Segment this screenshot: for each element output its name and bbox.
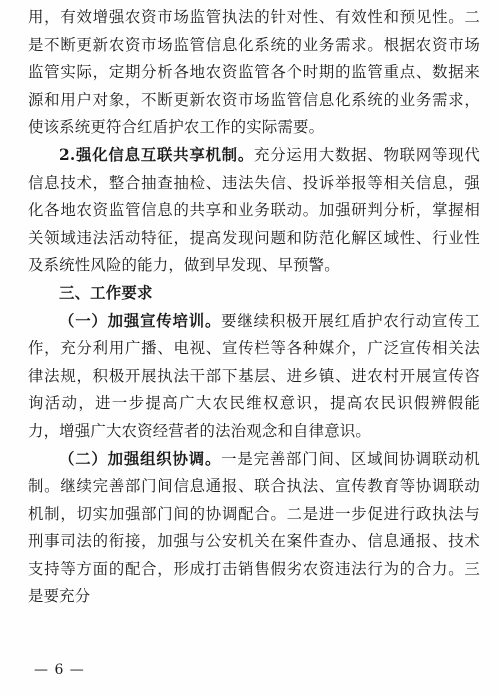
paragraph-publicity-training xyxy=(28,308,480,446)
paragraph-lead: （二）加强组织协调。 xyxy=(59,449,222,468)
paragraph-coordination xyxy=(28,446,480,612)
heading-text: 三、工作要求 xyxy=(59,283,153,302)
page-number: — 6 — xyxy=(34,662,85,678)
paragraph-text: 一是完善部门间、区域间协调联动机制。继续完善部门间信息通报、联合执法、宣传教育等协调联动机制，切实加强部门间的协调配合。二是进一步促进行政执法与刑事司法的衔接，加强与公安机关在案件查办、信息通报、技术支持等方面的配合，形成打击销售假劣农资违法行为的合力。三是要充分 xyxy=(28,449,480,606)
paragraph-lead: （一）加强宣传培训。 xyxy=(59,311,222,330)
paragraph-continuation xyxy=(28,4,480,142)
document-body xyxy=(28,4,480,611)
paragraph-text: 要继续积极开展红盾护农行动宣传工作，充分利用广播、电视、宣传栏等各种媒介，广泛宣传相关法律法规，积极开展执法干部下基层、进乡镇、进农村开展宣传咨询活动，进一步提高广大农民维权意识，提高农民识假辨假能力，增强广大农资经营者的法治观念和自律意识。 xyxy=(28,311,480,440)
section-heading-work-requirements xyxy=(28,280,480,308)
paragraph-lead: 2.强化信息互联共享机制。 xyxy=(59,145,255,164)
paragraph-info-sharing xyxy=(28,142,480,280)
paragraph-text: 用，有效增强农资市场监管执法的针对性、有效性和预见性。二是不断更新农资市场监管信息化系统的业务需求。根据农资市场监管实际，定期分析各地农资监管各个时期的监管重点、数据来源和用户对象，不断更新农资市场监管信息化系统的业务需求，使该系统更符合红盾护农工作的实际需要。 xyxy=(28,8,480,137)
paragraph-text: 充分运用大数据、物联网等现代信息技术，整合抽查抽检、违法失信、投诉举报等相关信息，强化各地农资监管信息的共享和业务联动。加强研判分析，掌握相关领域违法活动特征，提高发现问题和防范化解区域性、行业性及系统性风险的能力，做到早发现、早预警。 xyxy=(28,145,480,275)
